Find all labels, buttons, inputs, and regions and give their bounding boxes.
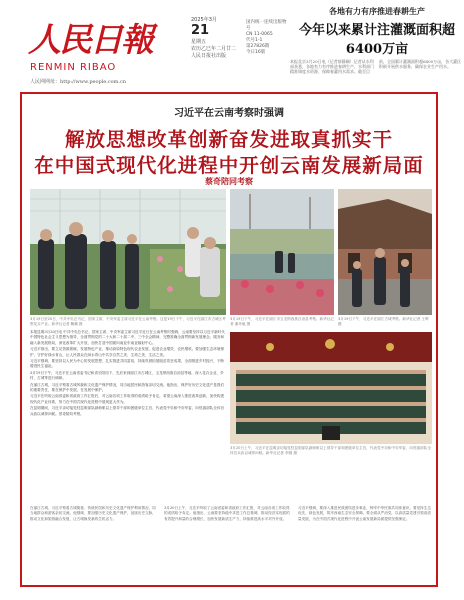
publisher: 人民日报社出版 [191, 53, 227, 59]
photo-group[interactable] [230, 332, 432, 444]
article-bottom-col-1: 在丽江古城，习近平察看古城街巷、传统民居和历史文化遗产保护利用情况，同当地群众和游客亲切交流。他强调，要加强历史文化遗产保护，延续历史文脉，推动文化和旅游融合发展，让古城焕发新的生机活力。 [30, 506, 156, 521]
weekday: 星期五 [191, 39, 207, 45]
lead-kicker: 习近平在云南考察时强调 [174, 108, 284, 119]
logo-pinyin: RENMIN RIBAO [30, 62, 117, 73]
paragraph: 在丽江古城，习近平察看古城风貌和文化遗产保护情况，同当地居民和游客亲切交流。他指出，保护好历史文化遗产是我们的重要责任，要在保护中发展，在发展中保护。 [30, 382, 225, 393]
caption-ancient-town: 3月19日下午，习近平在丽江古城考察。新华社记者 王晔 摄 [338, 317, 429, 326]
top-story-kicker: 各地有力有序推进春耕生产 [329, 6, 425, 16]
date-box [191, 16, 243, 78]
photo-ancient-town[interactable] [338, 189, 432, 315]
date-day: 21 [191, 23, 210, 38]
caption-greenhouse: 3月19日至20日，中共中央总书记、国家主席、中央军委主席习近平在云南考察。这是19日下午，习近平在丽江市古城区考察花卉产业。新华社记者 鞠鹏 摄 [30, 317, 226, 326]
caption-river-park: 3月19日下午，习近平在丽江市玉龙纳西族自治县考察。新华社记者 谢环驰 摄 [230, 317, 334, 326]
greenhouse-photo-art [30, 189, 226, 315]
paragraph: 在昆明期间，习近平亲切接见驻昆明部队副师职以上领导干部和团级单位主官，代表党中央和中央军委，向驻滇部队全体官兵致以诚挚问候。蔡奇陪同考察。 [30, 406, 225, 416]
article-bottom-col-2: 3月20日上午，习近平听取了云南省委和省政府工作汇报，对云南各项工作取得的成绩给予肯定。他指出，云南要坚持稳中求进工作总基调，推动经济实现质的有效提升和量的合理增长，加快发展新质生产力，持续推进高水平对外开放。 [164, 506, 290, 521]
info-line: 第27826期 [246, 44, 270, 49]
paragraph: 3月19日下午，习近平在云南省委书记和省长陪同下，先后来到丽江市古城区、玉龙纳西族自治县等地，深入花卉企业、乡村、古城等进行调研。 [30, 370, 224, 381]
lead-byline: 蔡奇陪同考察 [205, 176, 253, 186]
caption-group: 3月20日上午，习近平在昆明亲切接见驻昆明部队副师职以上领导干部和团级单位主官，代表党中央和中央军委，向驻滇部队全体官兵致以诚挚问候。新华社记者 李刚 摄 [230, 446, 431, 455]
river-photo-art [230, 189, 334, 315]
date-label: 2025年3月 [191, 17, 217, 23]
lead-headline-line-2[interactable]: 在中国式现代化进程中开创云南发展新局面 [34, 154, 424, 177]
paragraph: 本报昆明3月20日电 中共中央总书记、国家主席、中央军委主席习近平近日在云南考察时强调，云南要坚持以习近平新时代中国特色社会主义思想为指导，全面贯彻党的二十大和二十届二中、三中全会精神，完整准确全面贯彻新发展理念，服务和融入新发展格局，深化改革扩大开放，加快打造中国面向南亚东南亚辐射中心。 [30, 330, 225, 345]
town-photo-art [338, 189, 432, 315]
lead-story-frame [20, 92, 438, 587]
info-line: 今日16版 [246, 50, 266, 55]
paragraph: 习近平指出，要立足资源禀赋，发展特色产业，推动高原特色现代农业发展，促进农业增效、农民增收。要加强生态环境保护，守护好绿水青山，让人民群众在绿水青山中共享自然之美、生命之美、生活之美。 [30, 347, 225, 357]
photo-river-park[interactable] [230, 189, 334, 315]
lunar-date: 农历乙巳年二月廿二 [191, 46, 237, 52]
article-left-column [30, 330, 226, 502]
info-line: 国内统一连续出版物号 [246, 20, 287, 31]
info-line: CN 11-0065 [246, 32, 273, 37]
group-photo-art [230, 332, 432, 444]
top-story-body: 本报北京3月20日电（记者郁静娴）记者从水利部获悉，各地有力有序推进春耕生产，水利部门精准调度水资源，保障春灌用水需求。截至目前，全国累计灌溉面积超6400万亩，各大灌区积极开展供水服务，确保农业生产用水。 [290, 59, 462, 75]
photo-greenhouse[interactable] [30, 189, 226, 315]
newspaper-logo: 人民日報 [28, 20, 152, 59]
lead-headline-line-1[interactable]: 解放思想改革创新奋发进取真抓实干 [64, 128, 393, 151]
site-url: 人民网网址：http://www.people.com.cn [30, 79, 127, 85]
article-bottom-col-3: 习近平强调，要深入推进民族团结进步事业，铸牢中华民族共同体意识。要坚持生态优先、绿色发展，筑牢西南生态安全屏障。要全面从严治党，以高质量党建引领高质量发展，为在中国式现代化进程中开创云南发展新局面提供坚强保证。 [298, 506, 431, 521]
info-line: 代号1-1 [246, 38, 263, 43]
top-story-title[interactable]: 今年以来累计注灌溉面积超6400万亩 [298, 23, 455, 57]
top-story[interactable] [290, 6, 464, 105]
paragraph: 习近平在听取云南省委和省政府工作汇报后，对云南各项工作取得的成绩给予肯定，希望云南深入推进改革创新，加快构建现代化产业体系，努力在中国式现代化进程中展现更大作为。 [30, 394, 225, 404]
issue-info [246, 20, 288, 56]
masthead [28, 6, 462, 86]
paragraph: 习近平强调，要坚持以人民为中心的发展思想，扎实推进共同富裕，持续巩固拓展脱贫攻坚成果，全面推进乡村振兴，不断增进民生福祉。 [30, 359, 225, 369]
